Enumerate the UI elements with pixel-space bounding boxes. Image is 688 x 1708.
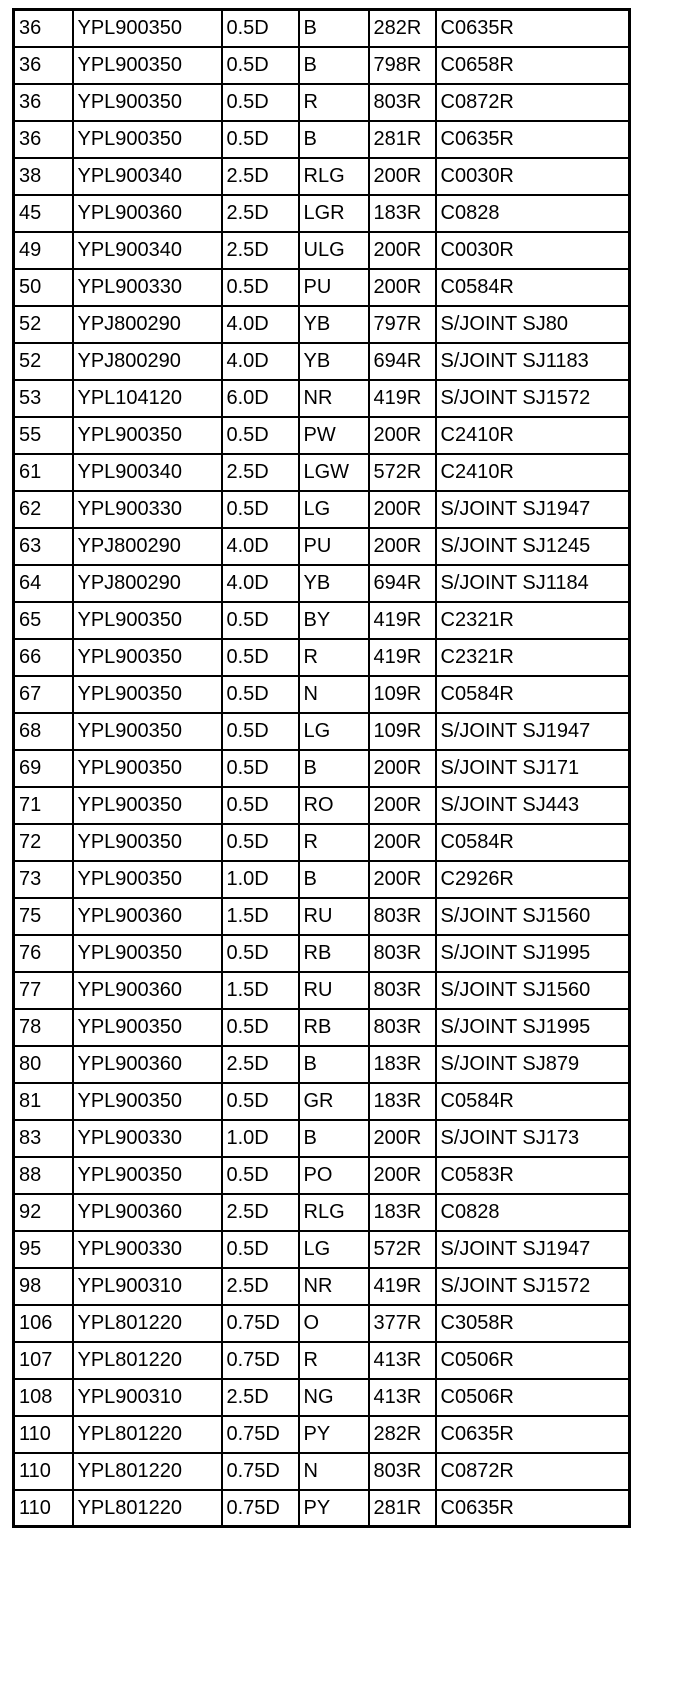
wire-size-cell: 0.5D <box>222 1083 299 1120</box>
connection-cell: S/JOINT SJ80 <box>436 306 630 343</box>
table-row <box>14 676 630 713</box>
reference-cell: 183R <box>369 1046 436 1083</box>
reference-cell: 183R <box>369 1194 436 1231</box>
circuit-number-cell: 49 <box>14 232 73 269</box>
wire-size-cell: 1.5D <box>222 972 299 1009</box>
wire-colour-cell: LG <box>299 1231 369 1268</box>
table-row <box>14 343 630 380</box>
wire-colour-cell: B <box>299 1046 369 1083</box>
table-row <box>14 269 630 306</box>
wire-size-cell: 4.0D <box>222 306 299 343</box>
connection-cell: C0030R <box>436 232 630 269</box>
connection-cell: C0506R <box>436 1379 630 1416</box>
wire-size-cell: 4.0D <box>222 528 299 565</box>
wire-size-cell: 0.75D <box>222 1305 299 1342</box>
connection-cell: C0828 <box>436 195 630 232</box>
part-number-cell: YPL900350 <box>73 84 222 121</box>
table-row <box>14 1083 630 1120</box>
wire-size-cell: 0.5D <box>222 491 299 528</box>
connection-cell: C0635R <box>436 1490 630 1527</box>
connection-cell: C2410R <box>436 454 630 491</box>
wire-colour-cell: R <box>299 1342 369 1379</box>
wire-size-cell: 0.5D <box>222 47 299 84</box>
table-row <box>14 1157 630 1194</box>
wire-size-cell: 0.5D <box>222 713 299 750</box>
reference-cell: 200R <box>369 861 436 898</box>
wire-colour-cell: PY <box>299 1416 369 1453</box>
wire-size-cell: 0.5D <box>222 676 299 713</box>
wire-size-cell: 0.75D <box>222 1342 299 1379</box>
connection-cell: S/JOINT SJ171 <box>436 750 630 787</box>
part-number-cell: YPL900330 <box>73 269 222 306</box>
part-number-cell: YPL900330 <box>73 1120 222 1157</box>
circuit-number-cell: 68 <box>14 713 73 750</box>
reference-cell: 797R <box>369 306 436 343</box>
wire-colour-cell: BY <box>299 602 369 639</box>
reference-cell: 803R <box>369 1009 436 1046</box>
reference-cell: 281R <box>369 1490 436 1527</box>
part-number-cell: YPL900350 <box>73 1009 222 1046</box>
connection-cell: S/JOINT SJ173 <box>436 1120 630 1157</box>
part-number-cell: YPL900360 <box>73 195 222 232</box>
reference-cell: 200R <box>369 824 436 861</box>
wire-colour-cell: B <box>299 750 369 787</box>
connection-cell: S/JOINT SJ1184 <box>436 565 630 602</box>
wire-colour-cell: RO <box>299 787 369 824</box>
part-number-cell: YPL900330 <box>73 1231 222 1268</box>
circuit-number-cell: 36 <box>14 47 73 84</box>
table-row <box>14 602 630 639</box>
reference-cell: 803R <box>369 84 436 121</box>
table-row <box>14 1342 630 1379</box>
part-number-cell: YPL900310 <box>73 1379 222 1416</box>
table-row <box>14 861 630 898</box>
reference-cell: 694R <box>369 343 436 380</box>
table-row <box>14 1194 630 1231</box>
table-row <box>14 787 630 824</box>
circuit-number-cell: 76 <box>14 935 73 972</box>
connection-cell: S/JOINT SJ1947 <box>436 1231 630 1268</box>
connection-cell: C0030R <box>436 158 630 195</box>
wire-size-cell: 0.5D <box>222 84 299 121</box>
connection-cell: C2926R <box>436 861 630 898</box>
wire-size-cell: 1.5D <box>222 898 299 935</box>
wire-size-cell: 0.5D <box>222 750 299 787</box>
wire-size-cell: 0.5D <box>222 269 299 306</box>
reference-cell: 200R <box>369 417 436 454</box>
wire-colour-cell: RU <box>299 898 369 935</box>
reference-cell: 109R <box>369 676 436 713</box>
part-number-cell: YPL900340 <box>73 158 222 195</box>
table-row <box>14 639 630 676</box>
table-row <box>14 565 630 602</box>
connection-cell: S/JOINT SJ1560 <box>436 898 630 935</box>
reference-cell: 200R <box>369 269 436 306</box>
table-row <box>14 491 630 528</box>
table-row <box>14 713 630 750</box>
wire-colour-cell: YB <box>299 306 369 343</box>
circuit-number-cell: 88 <box>14 1157 73 1194</box>
wire-colour-cell: B <box>299 861 369 898</box>
wire-colour-cell: PW <box>299 417 369 454</box>
reference-cell: 282R <box>369 1416 436 1453</box>
wire-size-cell: 0.75D <box>222 1490 299 1527</box>
circuit-number-cell: 61 <box>14 454 73 491</box>
circuit-number-cell: 77 <box>14 972 73 1009</box>
table-row <box>14 1120 630 1157</box>
part-number-cell: YPL900310 <box>73 1268 222 1305</box>
wire-colour-cell: LG <box>299 713 369 750</box>
circuit-number-cell: 81 <box>14 1083 73 1120</box>
part-number-cell: YPL900360 <box>73 1046 222 1083</box>
part-number-cell: YPL900350 <box>73 824 222 861</box>
part-number-cell: YPL104120 <box>73 380 222 417</box>
part-number-cell: YPL900350 <box>73 676 222 713</box>
table-row <box>14 1490 630 1527</box>
wire-size-cell: 0.5D <box>222 602 299 639</box>
table-row <box>14 232 630 269</box>
circuit-number-cell: 80 <box>14 1046 73 1083</box>
wire-colour-cell: PU <box>299 269 369 306</box>
circuit-number-cell: 55 <box>14 417 73 454</box>
wire-size-cell: 0.5D <box>222 824 299 861</box>
circuit-number-cell: 65 <box>14 602 73 639</box>
table-row <box>14 1379 630 1416</box>
circuit-number-cell: 110 <box>14 1490 73 1527</box>
reference-cell: 200R <box>369 787 436 824</box>
wire-size-cell: 0.5D <box>222 121 299 158</box>
reference-cell: 183R <box>369 195 436 232</box>
connection-cell: C2321R <box>436 602 630 639</box>
reference-cell: 413R <box>369 1379 436 1416</box>
wire-colour-cell: R <box>299 639 369 676</box>
connection-cell: C0828 <box>436 1194 630 1231</box>
wire-size-cell: 1.0D <box>222 1120 299 1157</box>
wire-colour-cell: N <box>299 676 369 713</box>
wire-colour-cell: LGR <box>299 195 369 232</box>
wire-size-cell: 0.75D <box>222 1416 299 1453</box>
wire-colour-cell: NR <box>299 380 369 417</box>
wire-size-cell: 2.5D <box>222 1046 299 1083</box>
connection-cell: C0872R <box>436 84 630 121</box>
reference-cell: 803R <box>369 1453 436 1490</box>
connection-cell: C0584R <box>436 269 630 306</box>
connection-cell: C0872R <box>436 1453 630 1490</box>
reference-cell: 803R <box>369 898 436 935</box>
circuit-number-cell: 52 <box>14 306 73 343</box>
connection-cell: S/JOINT SJ1560 <box>436 972 630 1009</box>
connection-cell: C0658R <box>436 47 630 84</box>
circuit-number-cell: 83 <box>14 1120 73 1157</box>
part-number-cell: YPL900350 <box>73 787 222 824</box>
wire-colour-cell: RB <box>299 935 369 972</box>
table-row <box>14 898 630 935</box>
reference-cell: 109R <box>369 713 436 750</box>
part-number-cell: YPL801220 <box>73 1342 222 1379</box>
reference-cell: 419R <box>369 639 436 676</box>
table-row <box>14 824 630 861</box>
wire-size-cell: 0.5D <box>222 787 299 824</box>
circuit-number-cell: 73 <box>14 861 73 898</box>
reference-cell: 803R <box>369 935 436 972</box>
circuit-number-cell: 38 <box>14 158 73 195</box>
part-number-cell: YPL900350 <box>73 1157 222 1194</box>
part-number-cell: YPJ800290 <box>73 306 222 343</box>
circuit-number-cell: 62 <box>14 491 73 528</box>
wire-size-cell: 0.5D <box>222 639 299 676</box>
wire-size-cell: 0.5D <box>222 10 299 47</box>
wire-colour-cell: O <box>299 1305 369 1342</box>
part-number-cell: YPL900360 <box>73 1194 222 1231</box>
part-number-cell: YPL900350 <box>73 713 222 750</box>
part-number-cell: YPL900350 <box>73 602 222 639</box>
connection-cell: S/JOINT SJ1183 <box>436 343 630 380</box>
part-number-cell: YPL900360 <box>73 898 222 935</box>
wire-colour-cell: RLG <box>299 158 369 195</box>
table-row <box>14 306 630 343</box>
wire-colour-cell: LGW <box>299 454 369 491</box>
reference-cell: 798R <box>369 47 436 84</box>
connection-cell: C0635R <box>436 121 630 158</box>
wire-colour-cell: PU <box>299 528 369 565</box>
reference-cell: 183R <box>369 1083 436 1120</box>
wire-colour-cell: ULG <box>299 232 369 269</box>
table-row <box>14 121 630 158</box>
part-number-cell: YPL900350 <box>73 750 222 787</box>
circuit-number-cell: 78 <box>14 1009 73 1046</box>
wire-colour-cell: R <box>299 824 369 861</box>
wire-size-cell: 6.0D <box>222 380 299 417</box>
table-row <box>14 1416 630 1453</box>
reference-cell: 282R <box>369 10 436 47</box>
connection-cell: C0584R <box>436 824 630 861</box>
part-number-cell: YPL900350 <box>73 121 222 158</box>
part-number-cell: YPL900350 <box>73 1083 222 1120</box>
wire-colour-cell: N <box>299 1453 369 1490</box>
circuit-number-cell: 45 <box>14 195 73 232</box>
table-row <box>14 1009 630 1046</box>
part-number-cell: YPL900330 <box>73 491 222 528</box>
reference-cell: 200R <box>369 528 436 565</box>
reference-cell: 281R <box>369 121 436 158</box>
table-row <box>14 417 630 454</box>
circuit-number-cell: 36 <box>14 84 73 121</box>
circuit-number-cell: 66 <box>14 639 73 676</box>
connection-cell: C0506R <box>436 1342 630 1379</box>
wire-size-cell: 0.5D <box>222 1009 299 1046</box>
connection-cell: S/JOINT SJ1572 <box>436 1268 630 1305</box>
circuit-number-cell: 106 <box>14 1305 73 1342</box>
table-row <box>14 158 630 195</box>
wire-size-cell: 0.75D <box>222 1453 299 1490</box>
reference-cell: 419R <box>369 1268 436 1305</box>
reference-cell: 200R <box>369 158 436 195</box>
connection-cell: S/JOINT SJ1947 <box>436 713 630 750</box>
part-number-cell: YPL801220 <box>73 1453 222 1490</box>
table-row <box>14 84 630 121</box>
table-row <box>14 380 630 417</box>
reference-cell: 200R <box>369 491 436 528</box>
circuit-number-cell: 64 <box>14 565 73 602</box>
part-number-cell: YPL801220 <box>73 1305 222 1342</box>
wire-size-cell: 4.0D <box>222 565 299 602</box>
part-number-cell: YPJ800290 <box>73 565 222 602</box>
table-row <box>14 195 630 232</box>
part-number-cell: YPL900350 <box>73 47 222 84</box>
wire-size-cell: 0.5D <box>222 935 299 972</box>
circuit-number-cell: 107 <box>14 1342 73 1379</box>
reference-cell: 572R <box>369 1231 436 1268</box>
wire-size-cell: 1.0D <box>222 861 299 898</box>
wire-colour-cell: PY <box>299 1490 369 1527</box>
wire-colour-cell: B <box>299 47 369 84</box>
reference-cell: 419R <box>369 602 436 639</box>
wire-colour-cell: B <box>299 121 369 158</box>
part-number-cell: YPL900350 <box>73 861 222 898</box>
connection-cell: S/JOINT SJ1995 <box>436 935 630 972</box>
wire-colour-cell: GR <box>299 1083 369 1120</box>
table-row <box>14 1305 630 1342</box>
circuit-number-cell: 67 <box>14 676 73 713</box>
reference-cell: 200R <box>369 232 436 269</box>
wire-size-cell: 2.5D <box>222 1268 299 1305</box>
circuit-number-cell: 75 <box>14 898 73 935</box>
circuit-number-cell: 36 <box>14 121 73 158</box>
wire-colour-cell: NR <box>299 1268 369 1305</box>
connection-cell: C2321R <box>436 639 630 676</box>
circuit-number-cell: 98 <box>14 1268 73 1305</box>
connection-cell: C0635R <box>436 10 630 47</box>
wire-colour-cell: B <box>299 10 369 47</box>
table-row <box>14 1268 630 1305</box>
circuit-number-cell: 69 <box>14 750 73 787</box>
connection-cell: C0635R <box>436 1416 630 1453</box>
wire-size-cell: 0.5D <box>222 417 299 454</box>
reference-cell: 694R <box>369 565 436 602</box>
connection-cell: C2410R <box>436 417 630 454</box>
wire-size-cell: 4.0D <box>222 343 299 380</box>
circuit-number-cell: 92 <box>14 1194 73 1231</box>
circuit-number-cell: 108 <box>14 1379 73 1416</box>
connection-cell: S/JOINT SJ1245 <box>436 528 630 565</box>
part-number-cell: YPL900340 <box>73 454 222 491</box>
table-row <box>14 528 630 565</box>
reference-cell: 200R <box>369 750 436 787</box>
part-number-cell: YPJ800290 <box>73 343 222 380</box>
wire-size-cell: 0.5D <box>222 1231 299 1268</box>
wire-size-cell: 2.5D <box>222 454 299 491</box>
wire-colour-cell: PO <box>299 1157 369 1194</box>
wire-size-cell: 2.5D <box>222 1379 299 1416</box>
wire-size-cell: 2.5D <box>222 158 299 195</box>
reference-cell: 419R <box>369 380 436 417</box>
reference-cell: 200R <box>369 1120 436 1157</box>
circuit-number-cell: 63 <box>14 528 73 565</box>
document-sheet <box>12 8 631 1528</box>
table-row <box>14 47 630 84</box>
connection-cell: S/JOINT SJ1947 <box>436 491 630 528</box>
wire-colour-cell: YB <box>299 565 369 602</box>
part-number-cell: YPL900350 <box>73 639 222 676</box>
connection-cell: S/JOINT SJ879 <box>436 1046 630 1083</box>
table-row <box>14 1046 630 1083</box>
connection-cell: C0584R <box>436 1083 630 1120</box>
wire-colour-cell: RB <box>299 1009 369 1046</box>
table-row <box>14 935 630 972</box>
table-row <box>14 454 630 491</box>
part-number-cell: YPL900350 <box>73 10 222 47</box>
connection-cell: S/JOINT SJ1995 <box>436 1009 630 1046</box>
circuit-number-cell: 95 <box>14 1231 73 1268</box>
wire-size-cell: 2.5D <box>222 232 299 269</box>
circuit-number-cell: 72 <box>14 824 73 861</box>
wire-colour-cell: B <box>299 1120 369 1157</box>
wire-size-cell: 2.5D <box>222 1194 299 1231</box>
connection-cell: C0583R <box>436 1157 630 1194</box>
wire-colour-cell: RU <box>299 972 369 1009</box>
reference-cell: 377R <box>369 1305 436 1342</box>
connection-cell: C0584R <box>436 676 630 713</box>
part-number-cell: YPL801220 <box>73 1416 222 1453</box>
circuit-number-cell: 36 <box>14 10 73 47</box>
part-number-cell: YPL900340 <box>73 232 222 269</box>
connection-cell: S/JOINT SJ1572 <box>436 380 630 417</box>
table-row <box>14 750 630 787</box>
circuit-number-cell: 110 <box>14 1416 73 1453</box>
circuit-number-cell: 50 <box>14 269 73 306</box>
table-row <box>14 10 630 47</box>
circuit-number-cell: 52 <box>14 343 73 380</box>
reference-cell: 803R <box>369 972 436 1009</box>
wire-colour-cell: YB <box>299 343 369 380</box>
table-row <box>14 972 630 1009</box>
part-number-cell: YPL900350 <box>73 935 222 972</box>
reference-cell: 413R <box>369 1342 436 1379</box>
wiring-table <box>12 8 631 1528</box>
table-row <box>14 1231 630 1268</box>
wire-colour-cell: LG <box>299 491 369 528</box>
connection-cell: C3058R <box>436 1305 630 1342</box>
circuit-number-cell: 71 <box>14 787 73 824</box>
circuit-number-cell: 110 <box>14 1453 73 1490</box>
reference-cell: 200R <box>369 1157 436 1194</box>
wire-size-cell: 0.5D <box>222 1157 299 1194</box>
wire-colour-cell: R <box>299 84 369 121</box>
part-number-cell: YPL900360 <box>73 972 222 1009</box>
reference-cell: 572R <box>369 454 436 491</box>
wiring-table-body <box>14 10 630 1527</box>
part-number-cell: YPL900350 <box>73 417 222 454</box>
circuit-number-cell: 53 <box>14 380 73 417</box>
wire-colour-cell: RLG <box>299 1194 369 1231</box>
connection-cell: S/JOINT SJ443 <box>436 787 630 824</box>
wire-colour-cell: NG <box>299 1379 369 1416</box>
wire-size-cell: 2.5D <box>222 195 299 232</box>
table-row <box>14 1453 630 1490</box>
part-number-cell: YPL801220 <box>73 1490 222 1527</box>
part-number-cell: YPJ800290 <box>73 528 222 565</box>
